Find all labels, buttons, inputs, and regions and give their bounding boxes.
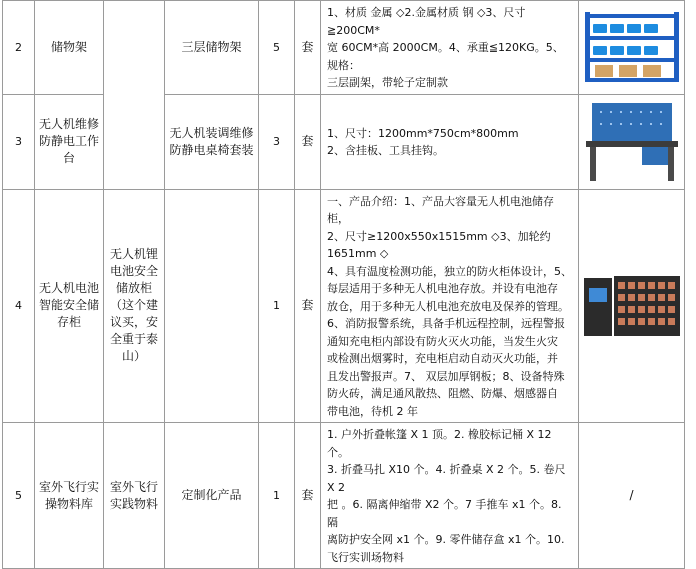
table-row bbox=[3, 423, 685, 569]
row-number: 5 bbox=[3, 423, 35, 569]
item-spec: 三层储物架 bbox=[165, 1, 259, 95]
item-spec: 无人机装调维修防静电桌椅套装 bbox=[165, 94, 259, 189]
item-unit: 套 bbox=[295, 189, 321, 423]
row-number: 3 bbox=[3, 94, 35, 189]
table-row bbox=[3, 189, 685, 423]
equipment-table bbox=[2, 0, 685, 569]
item-image-cell: / bbox=[579, 423, 685, 569]
description-text: 1、材质 金属 ◇2.金属材质 钢 ◇3、尺寸≧200CM* 宽 60CM*高 2000CM。4、承重≦120KG。5、规格： 三层副架，带轮子定制款 bbox=[327, 6, 564, 89]
item-qty: 5 bbox=[259, 1, 295, 95]
item-qty: 3 bbox=[259, 94, 295, 189]
item-name: 室外飞行实操物料库 bbox=[35, 423, 104, 569]
item-name: 无人机电池智能安全储存柜 bbox=[35, 189, 104, 423]
description-text: 1、尺寸：1200mm*750cm*800mm 2、含挂板、工具挂钩。 bbox=[327, 126, 519, 157]
table-row bbox=[3, 1, 685, 95]
item-unit: 套 bbox=[295, 94, 321, 189]
item-name: 无人机维修防静电工作台 bbox=[35, 94, 104, 189]
item-name: 储物架 bbox=[35, 1, 104, 95]
row-number: 2 bbox=[3, 1, 35, 95]
battery-cabinet-image bbox=[584, 274, 680, 338]
description-text: 一、产品介绍：1、产品大容量无人机电池储存柜， 2、尺寸≥1200x550x1515mm ◇3、加轮约 1651mm ◇ 4、具有温度检测功能，独立的防火柜体设计，5、 每层适用于多种无人机电池存放。并设有电池存 放仓，用于多种无人机电池充放电及保养的管理。 6、消防报警系统，具备手机远程控制，远程警报 通知充电柜内部设有防火灭火功能，当发生火灾 或检测出烟雾时，充电柜启动自动灭火功能，并 且发出警报声。7、 双层加厚钢板；8、设备特殊 防火砖，满足通风散热、阻燃、防爆、烟感器自 带电池，待机 2 年 bbox=[327, 194, 572, 418]
description-text: 1. 户外折叠帐篷 X 1 顶。2. 橡胶标记桶 X 12 个。 3. 折叠马扎 X10 个。4. 折叠桌 X 2 个。5. 卷尺 X 2 把 。6. 隔离伸缩带 X2 个。7 手推车 x1 个。8. 隔 离防护安全网 x1 个。9. 零件储存盒 x1 个。10. 飞行实训场物料 bbox=[327, 428, 566, 564]
item-spec bbox=[165, 189, 259, 423]
item-group: 室外飞行实践物料 bbox=[104, 423, 165, 569]
item-spec: 定制化产品 bbox=[165, 423, 259, 569]
item-description bbox=[321, 189, 579, 423]
item-image-cell bbox=[579, 189, 685, 423]
item-image-cell bbox=[579, 94, 685, 189]
item-unit: 套 bbox=[295, 1, 321, 95]
item-group: 无人机锂电池安全储放柜（这个建议买，安全重于泰山） bbox=[104, 189, 165, 423]
item-description bbox=[321, 1, 579, 95]
three-tier-shelf-image bbox=[583, 10, 681, 84]
item-image-cell bbox=[579, 1, 685, 95]
item-description bbox=[321, 94, 579, 189]
item-group bbox=[104, 1, 165, 190]
workbench-image bbox=[586, 101, 678, 183]
item-qty: 1 bbox=[259, 189, 295, 423]
row-number: 4 bbox=[3, 189, 35, 423]
item-unit: 套 bbox=[295, 423, 321, 569]
item-description bbox=[321, 423, 579, 569]
item-qty: 1 bbox=[259, 423, 295, 569]
